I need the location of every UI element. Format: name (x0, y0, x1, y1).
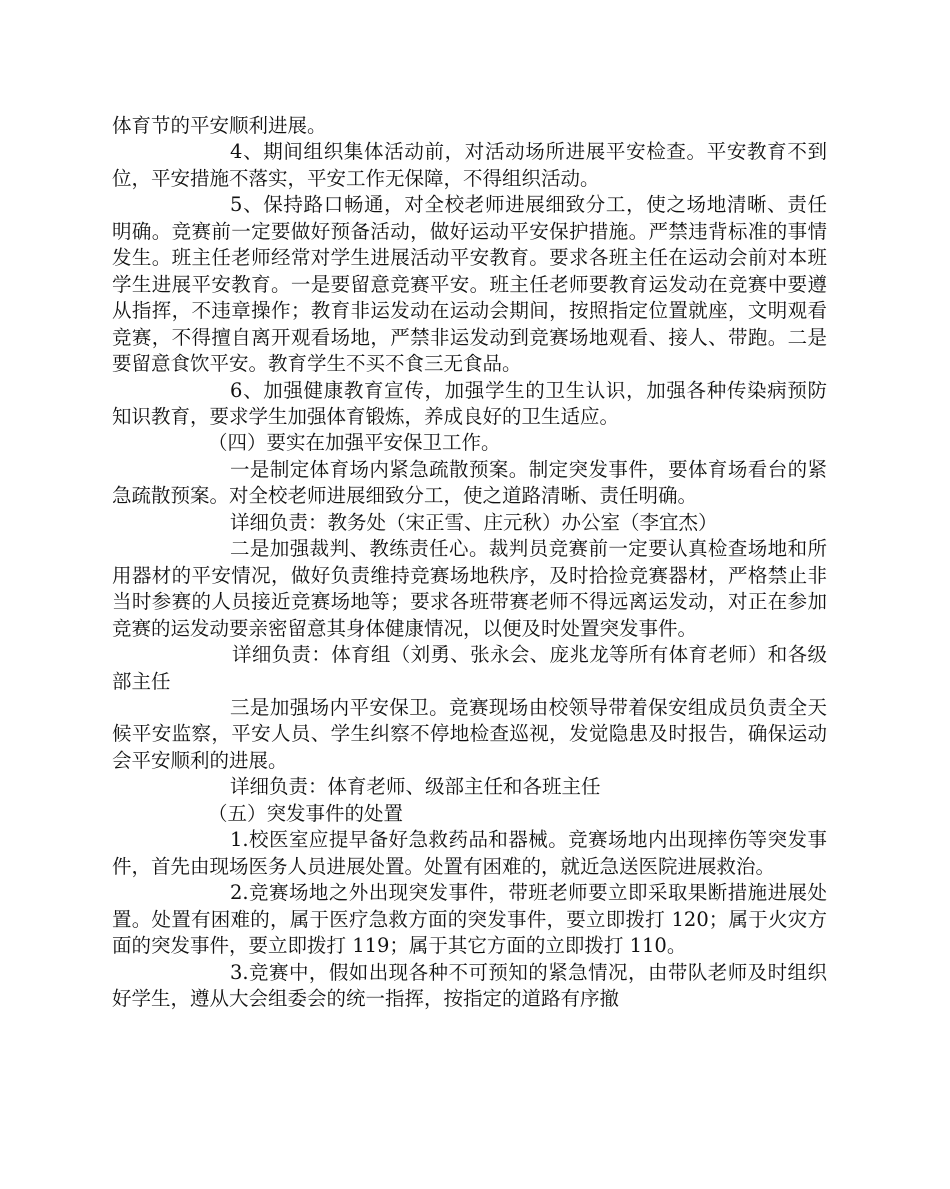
paragraph-emergency-2: 2.竞赛场地之外出现突发事件，带班老师要立即采取果断措施进展处置。处置有困难的，属于医疗急救方面的突发事件，要立即拨打 120；属于火灾方面的突发事件，要立即拨打 119；属于其它方面的立即拨打 110。 (112, 881, 827, 958)
document-body (112, 113, 827, 1012)
paragraph-security: 三是加强场内平安保卫。竞赛现场由校领导带着保安组成员负责全天候平安监察，平安人员、学生纠察不停地检查巡视，发觉隐患及时报告，确保运动会平安顺利的进展。 (112, 695, 827, 772)
paragraph-item-6: 6、加强健康教育宣传，加强学生的卫生认识，加强各种传染病预防知识教育，要求学生加强体育锻炼，养成良好的卫生适应。 (112, 378, 827, 428)
paragraph-referee-duty: 二是加强裁判、教练责任心。裁判员竞赛前一定要认真检查场地和所用器材的平安情况，做好负责维持竞赛场地秩序，及时拾捡竞赛器材，严格禁止非当时参赛的人员接近竞赛场地等；要求各班带赛老师不得远离运发动，对正在参加竞赛的运发动要亲密留意其身体健康情况，以便及时处置突发事件。 (112, 537, 827, 640)
paragraph-item-4: 4、期间组织集体活动前，对活动场所进展平安检查。平安教育不到位，平安措施不落实，平安工作无保障，不得组织活动。 (112, 140, 827, 190)
paragraph-responsible-3: 详细负责：体育老师、级部主任和各班主任 (230, 775, 601, 799)
paragraph-responsible-2: 详细负责：体育组（刘勇、张永会、庞兆龙等所有体育老师）和各级部主任 (112, 643, 827, 693)
paragraph-item-5: 5、保持路口畅通，对全校老师进展细致分工，使之场地清晰、责任明确。竞赛前一定要做好预备活动，做好运动平安保护措施。严禁违背标准的事情发生。班主任老师经常对学生进展活动平安教育。要求各班主任在运动会前对本班学生进展平安教育。一是要留意竞赛平安。班主任老师要教育运发动在竞赛中要遵从指挥，不违章操作；教育非运发动在运动会期间，按照指定位置就座，文明观看竞赛，不得擅自离开观看场地，严禁非运发动到竞赛场地观看、接人、带跑。二是要留意食饮平安。教育学生不买不食三无食品。 (112, 193, 827, 376)
paragraph-emergency-3: 3.竞赛中，假如出现各种不可预知的紧急情况，由带队老师及时组织好学生，遵从大会组委会的统一指挥，按指定的道路有序撤 (112, 960, 827, 1010)
paragraph-evacuation-plan: 一是制定体育场内紧急疏散预案。制定突发事件，要体育场看台的紧急疏散预案。对全校老师进展细致分工，使之道路清晰、责任明确。 (112, 457, 827, 508)
paragraph-continuation: 体育节的平安顺利进展。 (112, 114, 327, 137)
section-heading-5: （五）突发事件的处置 (208, 801, 404, 825)
paragraph-responsible-1: 详细负责：教务处（宋正雪、庄元秋）办公室（李宜杰） (230, 510, 718, 534)
section-heading-4: （四）要实在加强平安保卫工作。 (208, 431, 501, 455)
paragraph-emergency-1: 1.校医室应提早备好急救药品和器械。竞赛场地内出现摔伤等突发事件，首先由现场医务人员进展处置。处置有困难的，就近急送医院进展救治。 (112, 828, 827, 878)
